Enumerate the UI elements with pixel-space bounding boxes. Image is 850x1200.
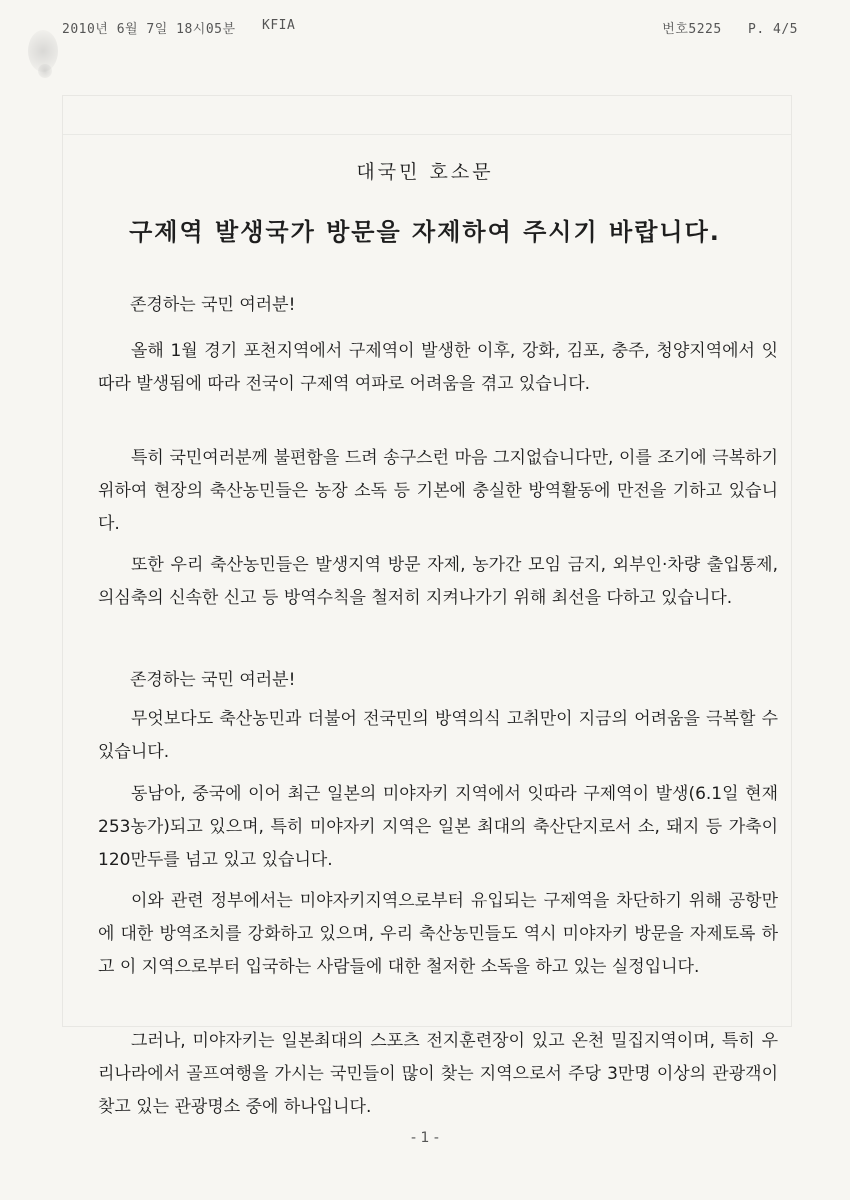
document-title: 구제역 발생국가 방문을 자제하여 주시기 바랍니다. bbox=[129, 218, 721, 246]
fax-page-info bbox=[644, 18, 798, 37]
document-subtitle: 대국민 호소문 bbox=[356, 161, 494, 183]
fax-timestamp: 2010년 6월 7일 18시05분 bbox=[62, 22, 236, 37]
fax-smudge-mark bbox=[38, 64, 52, 78]
body-paragraph: 또한 우리 축산농민들은 발생지역 방문 자제, 농가간 모임 금지, 외부인·차량 출입통제, 의심축의 신속한 신고 등 방역수칙을 철저히 지켜나가기 위해 최선을 다하고 있습니다. bbox=[98, 555, 778, 608]
greeting: 존경하는 국민 여러분! bbox=[130, 295, 296, 315]
body-paragraph: 동남아, 중국에 이어 최근 일본의 미야자키 지역에서 잇따라 구제역이 발생(6.1일 현재 253농가)되고 있으며, 특히 미야자키 지역은 일본 최대의 축산단지로서 소, 돼지 등 가축이 120만두를 넘고 있고 있습니다. bbox=[98, 784, 778, 870]
greeting: 존경하는 국민 여러분! bbox=[130, 670, 296, 690]
body-paragraph: 특히 국민여러분께 불편함을 드려 송구스런 마음 그지없습니다만, 이를 조기에 극복하기 위하여 현장의 축산농민들은 농장 소독 등 기본에 충실한 방역활동에 만전을 기하고 있습니다. bbox=[98, 448, 778, 534]
body-paragraph: 그러나, 미야자키는 일본최대의 스포츠 전지훈련장이 있고 온천 밀집지역이며, 특히 우리나라에서 골프여행을 가시는 국민들이 많이 찾는 지역으로서 주당 3만명 이상의 관광객이 찾고 있는 관광명소 중에 하나입니다. bbox=[98, 1031, 778, 1117]
page-number: - 1 - bbox=[411, 1130, 439, 1146]
body-paragraph: 이와 관련 정부에서는 미야자키지역으로부터 유입되는 구제역을 차단하기 위해 공항만에 대한 방역조치를 강화하고 있으며, 우리 축산농민들도 역시 미야자키 방문을 자제토록 하고 이 지역으로부터 입국하는 사람들에 대한 철저한 소독을 하고 있는 실정입니다. bbox=[98, 891, 778, 977]
fax-sender: KFIA bbox=[262, 18, 296, 33]
body-paragraph: 올해 1월 경기 포천지역에서 구제역이 발생한 이후, 강화, 김포, 충주, 청양지역에서 잇따라 발생됨에 따라 전국이 구제역 여파로 어려움을 겪고 있습니다. bbox=[98, 341, 778, 394]
fax-page-count: P. 4/5 bbox=[748, 22, 798, 37]
fax-number: 번호5225 bbox=[662, 22, 722, 37]
fax-header bbox=[62, 18, 798, 40]
body-paragraph: 무엇보다도 축산농민과 더불어 전국민의 방역의식 고취만이 지금의 어려움을 극복할 수 있습니다. bbox=[98, 709, 778, 762]
